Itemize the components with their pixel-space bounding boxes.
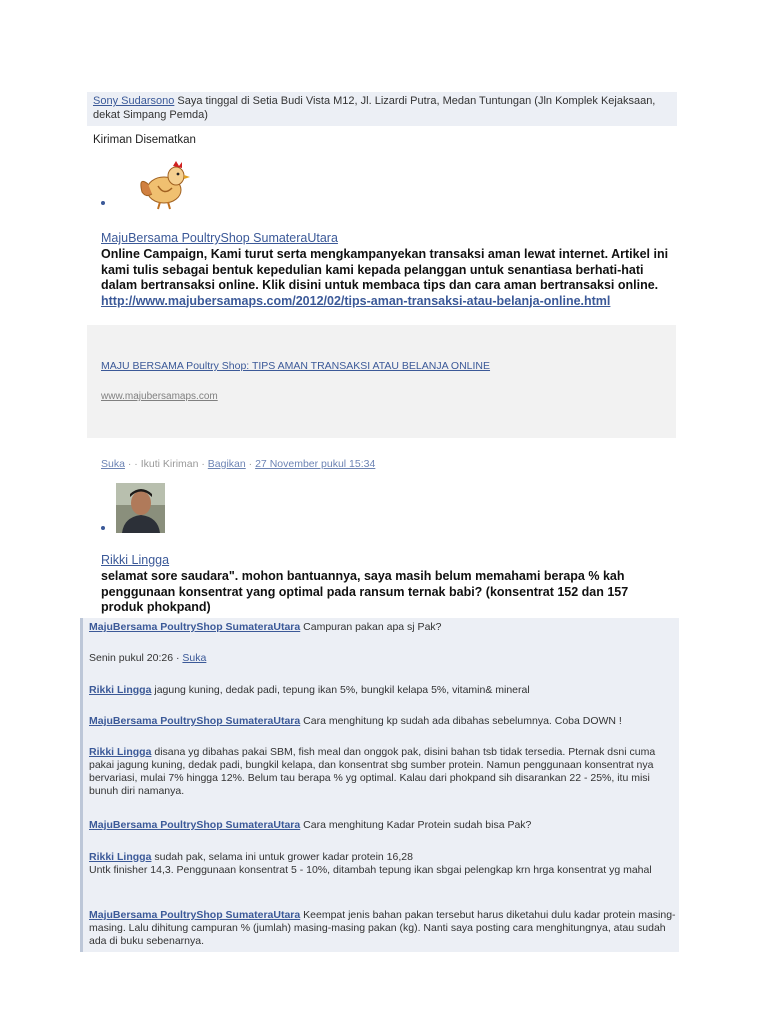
comment-author-link[interactable]: Rikki Lingga <box>89 684 152 696</box>
comment-item <box>89 715 677 728</box>
like-link[interactable]: Suka <box>182 652 207 664</box>
comment-item <box>89 621 677 634</box>
shared-link-url[interactable]: www.majubersamaps.com <box>101 391 218 402</box>
comment-author-link[interactable]: Sony Sudarsono <box>93 95 175 107</box>
comment-text: Cara menghitung Kadar Protein sudah bisa Pak? <box>303 819 532 831</box>
list-bullet <box>101 526 105 530</box>
comment-text: disana yg dibahas pakai SBM, fish meal dan onggok pak, disini bahan tsb tidak tersedia. Pternak dsni cuma pakai jagung kuning, dedak padi, bungkil kelapa, dan konsentrat sbg sumber protein. Namun penggunaan konsentrat nya bervariasi, mulai 7% hingga 12%. Belum tau berapa % yg optimal. Kalau dari phokpand sih disarankan 22 - 25%, itu misi bunuh diri namanya. <box>89 746 656 797</box>
comment-text: Saya tinggal di Setia Budi Vista M12, Jl. Lizardi Putra, Medan Tuntungan (Jln Komplek Kejaksaan, dekat Simpang Pemda) <box>93 95 656 121</box>
meta-separator: · <box>245 458 256 470</box>
list-bullet <box>101 201 105 205</box>
meta-separator: · <box>173 652 183 664</box>
comment-author-link[interactable]: Rikki Lingga <box>89 746 152 758</box>
comment-meta <box>89 652 677 665</box>
comment-timestamp: Senin pukul 20:26 <box>89 652 174 664</box>
rikki-lingga-avatar[interactable] <box>116 483 165 538</box>
share-link[interactable]: Bagikan <box>207 458 246 470</box>
follow-post-link[interactable]: · Ikuti Kiriman · <box>134 458 208 470</box>
poultryshop-avatar[interactable] <box>136 158 198 215</box>
comment-author-link[interactable]: MajuBersama PoultryShop SumateraUtara <box>89 621 301 633</box>
comment-author-link[interactable]: MajuBersama PoultryShop SumateraUtara <box>89 909 301 921</box>
post-author-link[interactable]: MajuBersama PoultryShop SumateraUtara <box>101 231 338 245</box>
shared-link-preview[interactable] <box>87 325 676 438</box>
post-body <box>101 247 671 309</box>
post-timestamp[interactable]: 27 November pukul 15:34 <box>255 458 376 470</box>
comment-text-continued: Untk finisher 14,3. Penggunaan konsentrat 5 - 10%, ditambah tepung ikan sbgai pelengkap krn hrga konsentrat yg mahal <box>89 864 652 876</box>
comment-thread <box>80 618 679 952</box>
comment-text: Keempat jenis bahan pakan tersebut harus diketahui dulu kadar protein masing-masing. Lalu dihitung campuran % (jumlah) masing-masing pakan (kg). Nanti saya posting cara menghitungnya, atau sudah ada di buku sebenarnya. <box>89 909 676 947</box>
profile-photo-icon <box>116 483 165 533</box>
comment-text: Campuran pakan apa sj Pak? <box>303 621 442 633</box>
comment-item <box>89 684 677 697</box>
comment-text: jagung kuning, dedak padi, tepung ikan 5%, bungkil kelapa 5%, vitamin& mineral <box>154 684 530 696</box>
rooster-logo-icon <box>136 158 198 210</box>
top-comment <box>87 92 677 126</box>
comment-item <box>89 909 677 948</box>
comment-item <box>89 851 677 877</box>
meta-separator: · <box>124 458 135 470</box>
comment-author-link[interactable]: Rikki Lingga <box>89 851 152 863</box>
comment-item <box>89 746 677 798</box>
pinned-posts-label: Kiriman Disematkan <box>93 134 196 146</box>
comment-author-link[interactable]: MajuBersama PoultryShop SumateraUtara <box>89 819 301 831</box>
comment-text: Cara menghitung kp sudah ada dibahas sebelumnya. Coba DOWN ! <box>303 715 622 727</box>
post-author-link[interactable]: Rikki Lingga <box>101 553 170 567</box>
post-article-link[interactable]: http://www.majubersamaps.com/2012/02/tips-aman-transaksi-atau-belanja-online.html <box>101 293 611 308</box>
post-text: Online Campaign, Kami turut serta mengkampanyekan transaksi aman lewat internet. Artikel ini kami tulis sebagai bentuk kepedulian kami kepada pelanggan untuk senantiasa berhati-hati dalam bertransaksi online. Klik disini untuk membaca tips dan cara aman bertransaksi online. <box>101 247 669 292</box>
post-meta <box>101 458 375 470</box>
comment-author-link[interactable]: MajuBersama PoultryShop SumateraUtara <box>89 715 301 727</box>
post-text: selamat sore saudara". mohon bantuannya, saya masih belum memahami berapa % kah penggunaan konsentrat yang optimal pada ransum ternak babi? (konsentrat 152 dan 157 produk phokpand) <box>101 569 629 614</box>
comment-text: sudah pak, selama ini untuk grower kadar protein 16,28 <box>154 851 413 863</box>
shared-link-title[interactable]: MAJU BERSAMA Poultry Shop: TIPS AMAN TRANSAKSI ATAU BELANJA ONLINE <box>101 360 491 372</box>
like-link[interactable]: Suka <box>101 458 125 470</box>
comment-item <box>89 819 677 832</box>
